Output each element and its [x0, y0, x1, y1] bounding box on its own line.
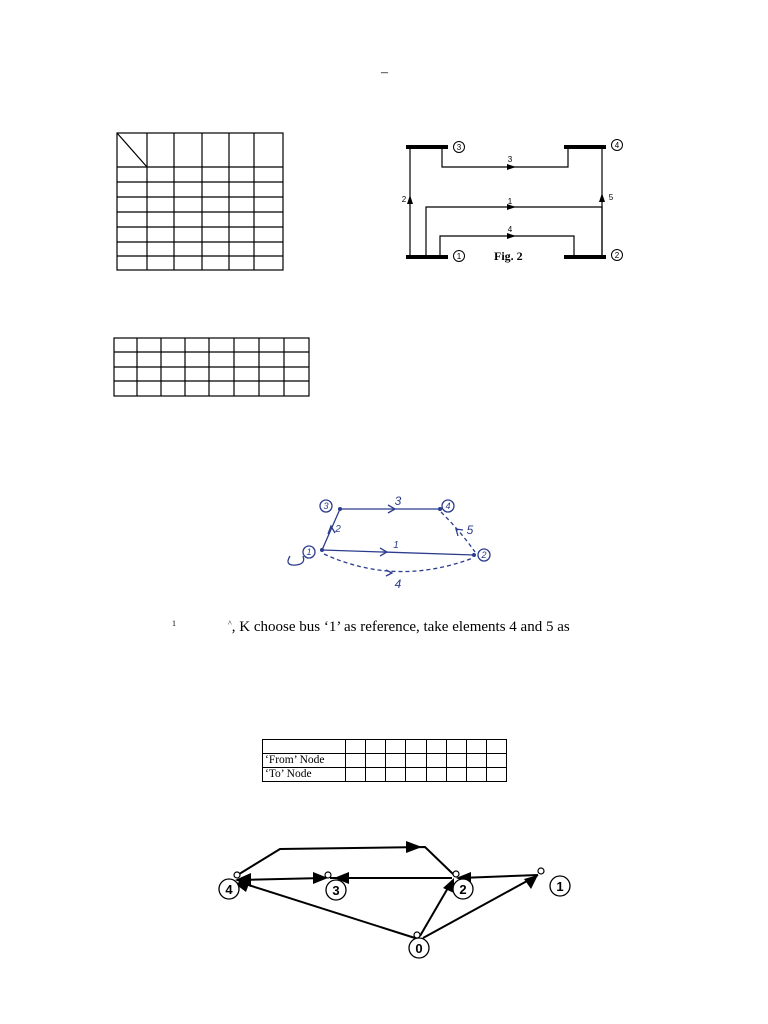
table-row	[263, 740, 507, 754]
sketch-node-0-scribble	[288, 556, 304, 565]
element-5-arrow	[599, 193, 605, 202]
element-label-4: 4	[507, 225, 513, 234]
edge-2-to-4-top	[236, 847, 453, 876]
sketch-node-label-2: 2	[481, 550, 487, 560]
sketch-arrow-2	[328, 526, 335, 534]
element-label-3: 3	[507, 155, 513, 164]
element-label-2: 2	[401, 195, 407, 204]
arrow-top-edge	[406, 841, 422, 853]
edge-4-to-3	[239, 878, 324, 880]
sentence-main-text: , K choose bus ‘1’ as reference, take elements 4 and 5 as	[231, 619, 570, 635]
node-label-1: 1	[556, 879, 564, 894]
table-row	[263, 754, 507, 768]
sketch-element-label-1: 1	[393, 540, 399, 551]
sentence-fragment-left: 1	[172, 619, 176, 628]
table-row-label: ‘To’ Node	[263, 768, 346, 782]
sketch-element-label-5: 5	[466, 523, 474, 537]
instruction-sentence	[172, 619, 570, 636]
bus-label-2: 2	[614, 251, 620, 260]
top-mark: –	[381, 65, 388, 80]
node-label-4: 4	[225, 882, 233, 897]
sketch-node-label-1: 1	[306, 547, 312, 557]
bus-label-3: 3	[456, 143, 462, 152]
sketch-element-4	[324, 554, 473, 572]
edge-0-to-1	[423, 875, 538, 938]
table-row-label: ‘From’ Node	[263, 754, 346, 768]
diagonal-header-line	[117, 133, 147, 167]
directed-graph	[210, 838, 580, 963]
node-label-3: 3	[332, 883, 340, 898]
node-label-0: 0	[415, 941, 423, 956]
edge-1-to-2	[460, 875, 538, 878]
table-row-label	[263, 740, 346, 754]
sketch-element-label-2: 2	[335, 524, 341, 535]
sentence-fragment-mid: ^	[228, 619, 232, 628]
bus-label-1: 1	[456, 252, 462, 261]
grid-table-1	[116, 132, 284, 272]
sketch-element-label-3: 3	[394, 494, 402, 508]
element-label-5: 5	[608, 193, 614, 202]
fig2-network-diagram	[396, 134, 632, 268]
table-row	[263, 768, 507, 782]
sketch-node-label-3: 3	[323, 501, 329, 511]
bus-label-4: 4	[614, 141, 620, 150]
grid-table-2	[113, 337, 310, 398]
fig2-caption: Fig. 2	[494, 249, 523, 263]
from-to-node-table	[262, 739, 507, 782]
element-2-arrow	[407, 195, 413, 204]
sketch-node-label-4: 4	[445, 501, 451, 511]
arrow-into-2-from-0	[443, 878, 454, 893]
element-label-1: 1	[507, 197, 513, 206]
hand-drawn-network-sketch	[276, 492, 494, 592]
sketch-arrow-4	[386, 570, 392, 576]
element-3-arrow	[507, 164, 516, 170]
sketch-element-label-4: 4	[394, 577, 402, 591]
node-label-2: 2	[459, 882, 467, 897]
